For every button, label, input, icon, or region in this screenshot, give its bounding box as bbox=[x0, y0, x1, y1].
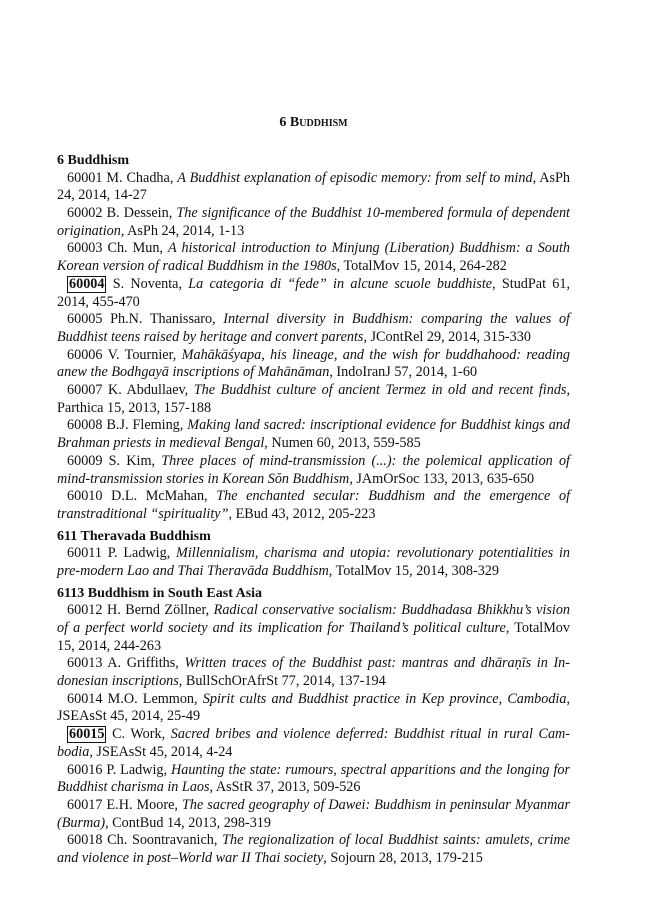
entry-title: A Buddhist explanation of episodic memory: from self to mind bbox=[177, 169, 533, 186]
bibliography-entry bbox=[57, 205, 570, 240]
entry-author: Ph.N. Thanissaro, bbox=[110, 311, 216, 328]
entry-author: P. Ladwig, bbox=[106, 761, 168, 778]
entry-title: Radical conservative socialism: Buddhadasa Bhikkhu’s vision of a perfect world society and its implication for Thailand’s political culture bbox=[57, 602, 571, 636]
entry-number: 60006 bbox=[67, 346, 103, 363]
entry-title: Making land sacred: inscriptional evidence for Buddhist kings and Brahman priests in medieval Bengal bbox=[57, 417, 570, 452]
entry-title: Spirit cults and Buddhist practice in Kep province, Cambodia bbox=[202, 690, 567, 707]
entry-author: A. Griffiths, bbox=[107, 655, 179, 672]
entry-number: 60003 bbox=[67, 240, 103, 257]
entry-citation: , JContRel 29, 2014, 315-330 bbox=[363, 328, 531, 345]
entry-number: 60016 bbox=[67, 761, 103, 778]
bibliography-entry bbox=[57, 797, 570, 832]
entry-title: Internal diversity in Buddhism: comparing the values of Buddhist teens raised by heritage and convert parents bbox=[57, 311, 570, 345]
entry-title: A historical introduction to Minjung (Liberation) Buddhism: a South Korean version of radical Buddhism in the 1980s bbox=[57, 240, 571, 275]
entry-citation: , JSEAsSt 45, 2014, 25-49 bbox=[57, 690, 570, 725]
entry-citation: , EBud 43, 2012, 205-223 bbox=[228, 505, 376, 522]
entry-author: V. Tournier, bbox=[107, 346, 177, 363]
page-title-number: 6 bbox=[279, 115, 287, 130]
entry-citation: , StudPat 61, 2014, 455-470 bbox=[57, 275, 570, 310]
section-heading: 6113 Buddhism in South East Asia bbox=[57, 585, 263, 601]
bibliography-entry bbox=[57, 311, 570, 346]
entry-author: M.O. Lemmon, bbox=[107, 690, 198, 707]
sections-container bbox=[57, 152, 570, 868]
entry-citation: , AsStR 37, 2013, 509-526 bbox=[209, 779, 361, 796]
entry-author: C. Work, bbox=[112, 726, 166, 743]
bibliography-entry bbox=[57, 655, 570, 690]
entry-number: 60010 bbox=[67, 488, 103, 505]
page-title bbox=[57, 114, 570, 132]
section-block bbox=[57, 585, 570, 868]
bibliography-page bbox=[57, 114, 570, 868]
bibliography-entry bbox=[57, 832, 570, 867]
entry-number: 60001 bbox=[67, 169, 103, 186]
bibliography-entry bbox=[57, 602, 570, 655]
entry-title: The significance of the Buddhist 10-membered formula of dependent origination bbox=[57, 205, 570, 239]
bibliography-entry bbox=[57, 170, 570, 205]
entry-author: P. Ladwig, bbox=[107, 545, 171, 562]
page-title-word: Buddhism bbox=[289, 115, 348, 130]
entry-author: Ch. Mun, bbox=[107, 240, 163, 257]
entry-number: 60018 bbox=[67, 832, 103, 849]
entry-citation: , AsPh 24, 2014, 1-13 bbox=[120, 222, 245, 239]
entry-title: Mahākāśyapa, his lineage, and the wish for buddhahood: reading anew the Bodhgayā inscriptions of Mahānāman bbox=[57, 346, 571, 381]
section-block bbox=[57, 528, 570, 581]
entry-title: Written traces of the Buddhist past: mantras and dhāraṇīs in Indonesian inscriptions bbox=[57, 655, 571, 690]
entry-citation: , TotalMov 15, 2014, 308-329 bbox=[328, 562, 499, 579]
bibliography-entry bbox=[57, 347, 570, 382]
bibliography-entry bbox=[57, 545, 570, 580]
entry-author: H. Bernd Zöllner, bbox=[106, 602, 210, 619]
entry-citation: , TotalMov 15, 2014, 244-263 bbox=[57, 619, 570, 654]
entry-citation: , Numen 60, 2013, 559-585 bbox=[264, 435, 421, 452]
entry-author: E.H. Moore, bbox=[106, 796, 178, 813]
entry-author: Ch. Soontravanich, bbox=[107, 832, 218, 849]
entry-citation: , JAmOrSoc 133, 2013, 635-650 bbox=[349, 470, 535, 487]
entry-title: Haunting the state: rumours, spectral apparitions and the longing for Buddhist charisma in Laos bbox=[57, 761, 571, 796]
entry-title: Three places of mind-transmission (...): the polemical application of mind-transmission stories in Korean Sŏn Buddhism bbox=[57, 452, 570, 487]
entry-number: 60009 bbox=[67, 452, 103, 469]
entry-citation: , Parthica 15, 2013, 157-188 bbox=[57, 382, 571, 416]
entry-author: S. Kim, bbox=[108, 452, 156, 469]
entry-citation: , IndoIranJ 57, 2014, 1-60 bbox=[329, 364, 478, 381]
section-block bbox=[57, 152, 570, 524]
bibliography-entry bbox=[57, 691, 570, 726]
entry-number: 60012 bbox=[67, 602, 103, 619]
entry-author: M. Chadha, bbox=[106, 169, 174, 186]
entry-title: Millennialism, charisma and utopia: revolutionary potentialities in pre-modern Lao and Thai Theravāda Buddhism bbox=[57, 545, 570, 579]
entry-number: 60007 bbox=[67, 382, 103, 399]
entry-citation: , BullSchOrAfrSt 77, 2014, 137-194 bbox=[178, 673, 386, 690]
entry-number: 60017 bbox=[67, 796, 103, 813]
entry-number: 60005 bbox=[67, 311, 103, 328]
bibliography-entry bbox=[57, 240, 570, 275]
entry-number: 60014 bbox=[67, 690, 103, 707]
entry-title: La categoria di “fede” in alcune scuole buddhiste bbox=[188, 275, 493, 292]
entry-citation: , Sojourn 28, 2013, 179-215 bbox=[323, 850, 483, 867]
section-heading: 6 Buddhism bbox=[57, 153, 129, 168]
entry-author: B. Dessein, bbox=[106, 205, 173, 221]
entry-number: 60008 bbox=[67, 417, 103, 434]
entry-author: K. Abdullaev, bbox=[107, 382, 189, 399]
bibliography-entry bbox=[57, 276, 570, 311]
entry-number: 60013 bbox=[67, 655, 103, 672]
entry-number: 60011 bbox=[67, 545, 102, 562]
entry-title: The enchanted secular: Buddhism and the emergence of transtraditional “spirituality” bbox=[57, 488, 571, 522]
bibliography-entry bbox=[57, 726, 570, 761]
entry-number-boxed: 60004 bbox=[69, 275, 105, 292]
entry-author: D.L. McMahan, bbox=[111, 488, 208, 505]
entry-number: 60002 bbox=[67, 205, 103, 221]
entry-author: S. Noventa, bbox=[112, 275, 183, 292]
bibliography-entry bbox=[57, 453, 570, 488]
entry-citation: , ContBud 14, 2013, 298-319 bbox=[105, 814, 271, 831]
entry-title: The regionalization of local Buddhist saints: amulets, crime and violence in post–World war II Thai society bbox=[57, 832, 571, 867]
entry-citation: , JSEAsSt 45, 2014, 4-24 bbox=[89, 743, 233, 760]
bibliography-entry bbox=[57, 488, 570, 523]
entry-title: The sacred geography of Dawei: Buddhism in peninsular Myanmar (Burma) bbox=[57, 796, 571, 831]
entry-number-boxed: 60015 bbox=[69, 726, 105, 743]
bibliography-entry bbox=[57, 762, 570, 797]
section-heading: 611 Theravada Buddhism bbox=[57, 528, 211, 544]
entry-title: Sacred bribes and violence deferred: Buddhist ritual in rural Cambodia bbox=[57, 726, 571, 760]
bibliography-entry bbox=[57, 417, 570, 452]
entry-title: The Buddhist culture of ancient Termez in old and recent finds bbox=[193, 382, 567, 399]
entry-author: B.J. Fleming, bbox=[106, 417, 184, 434]
bibliography-entry bbox=[57, 382, 570, 417]
entry-citation: , TotalMov 15, 2014, 264-282 bbox=[336, 258, 507, 275]
entry-citation: , AsPh 24, 2014, 14-27 bbox=[57, 169, 570, 204]
